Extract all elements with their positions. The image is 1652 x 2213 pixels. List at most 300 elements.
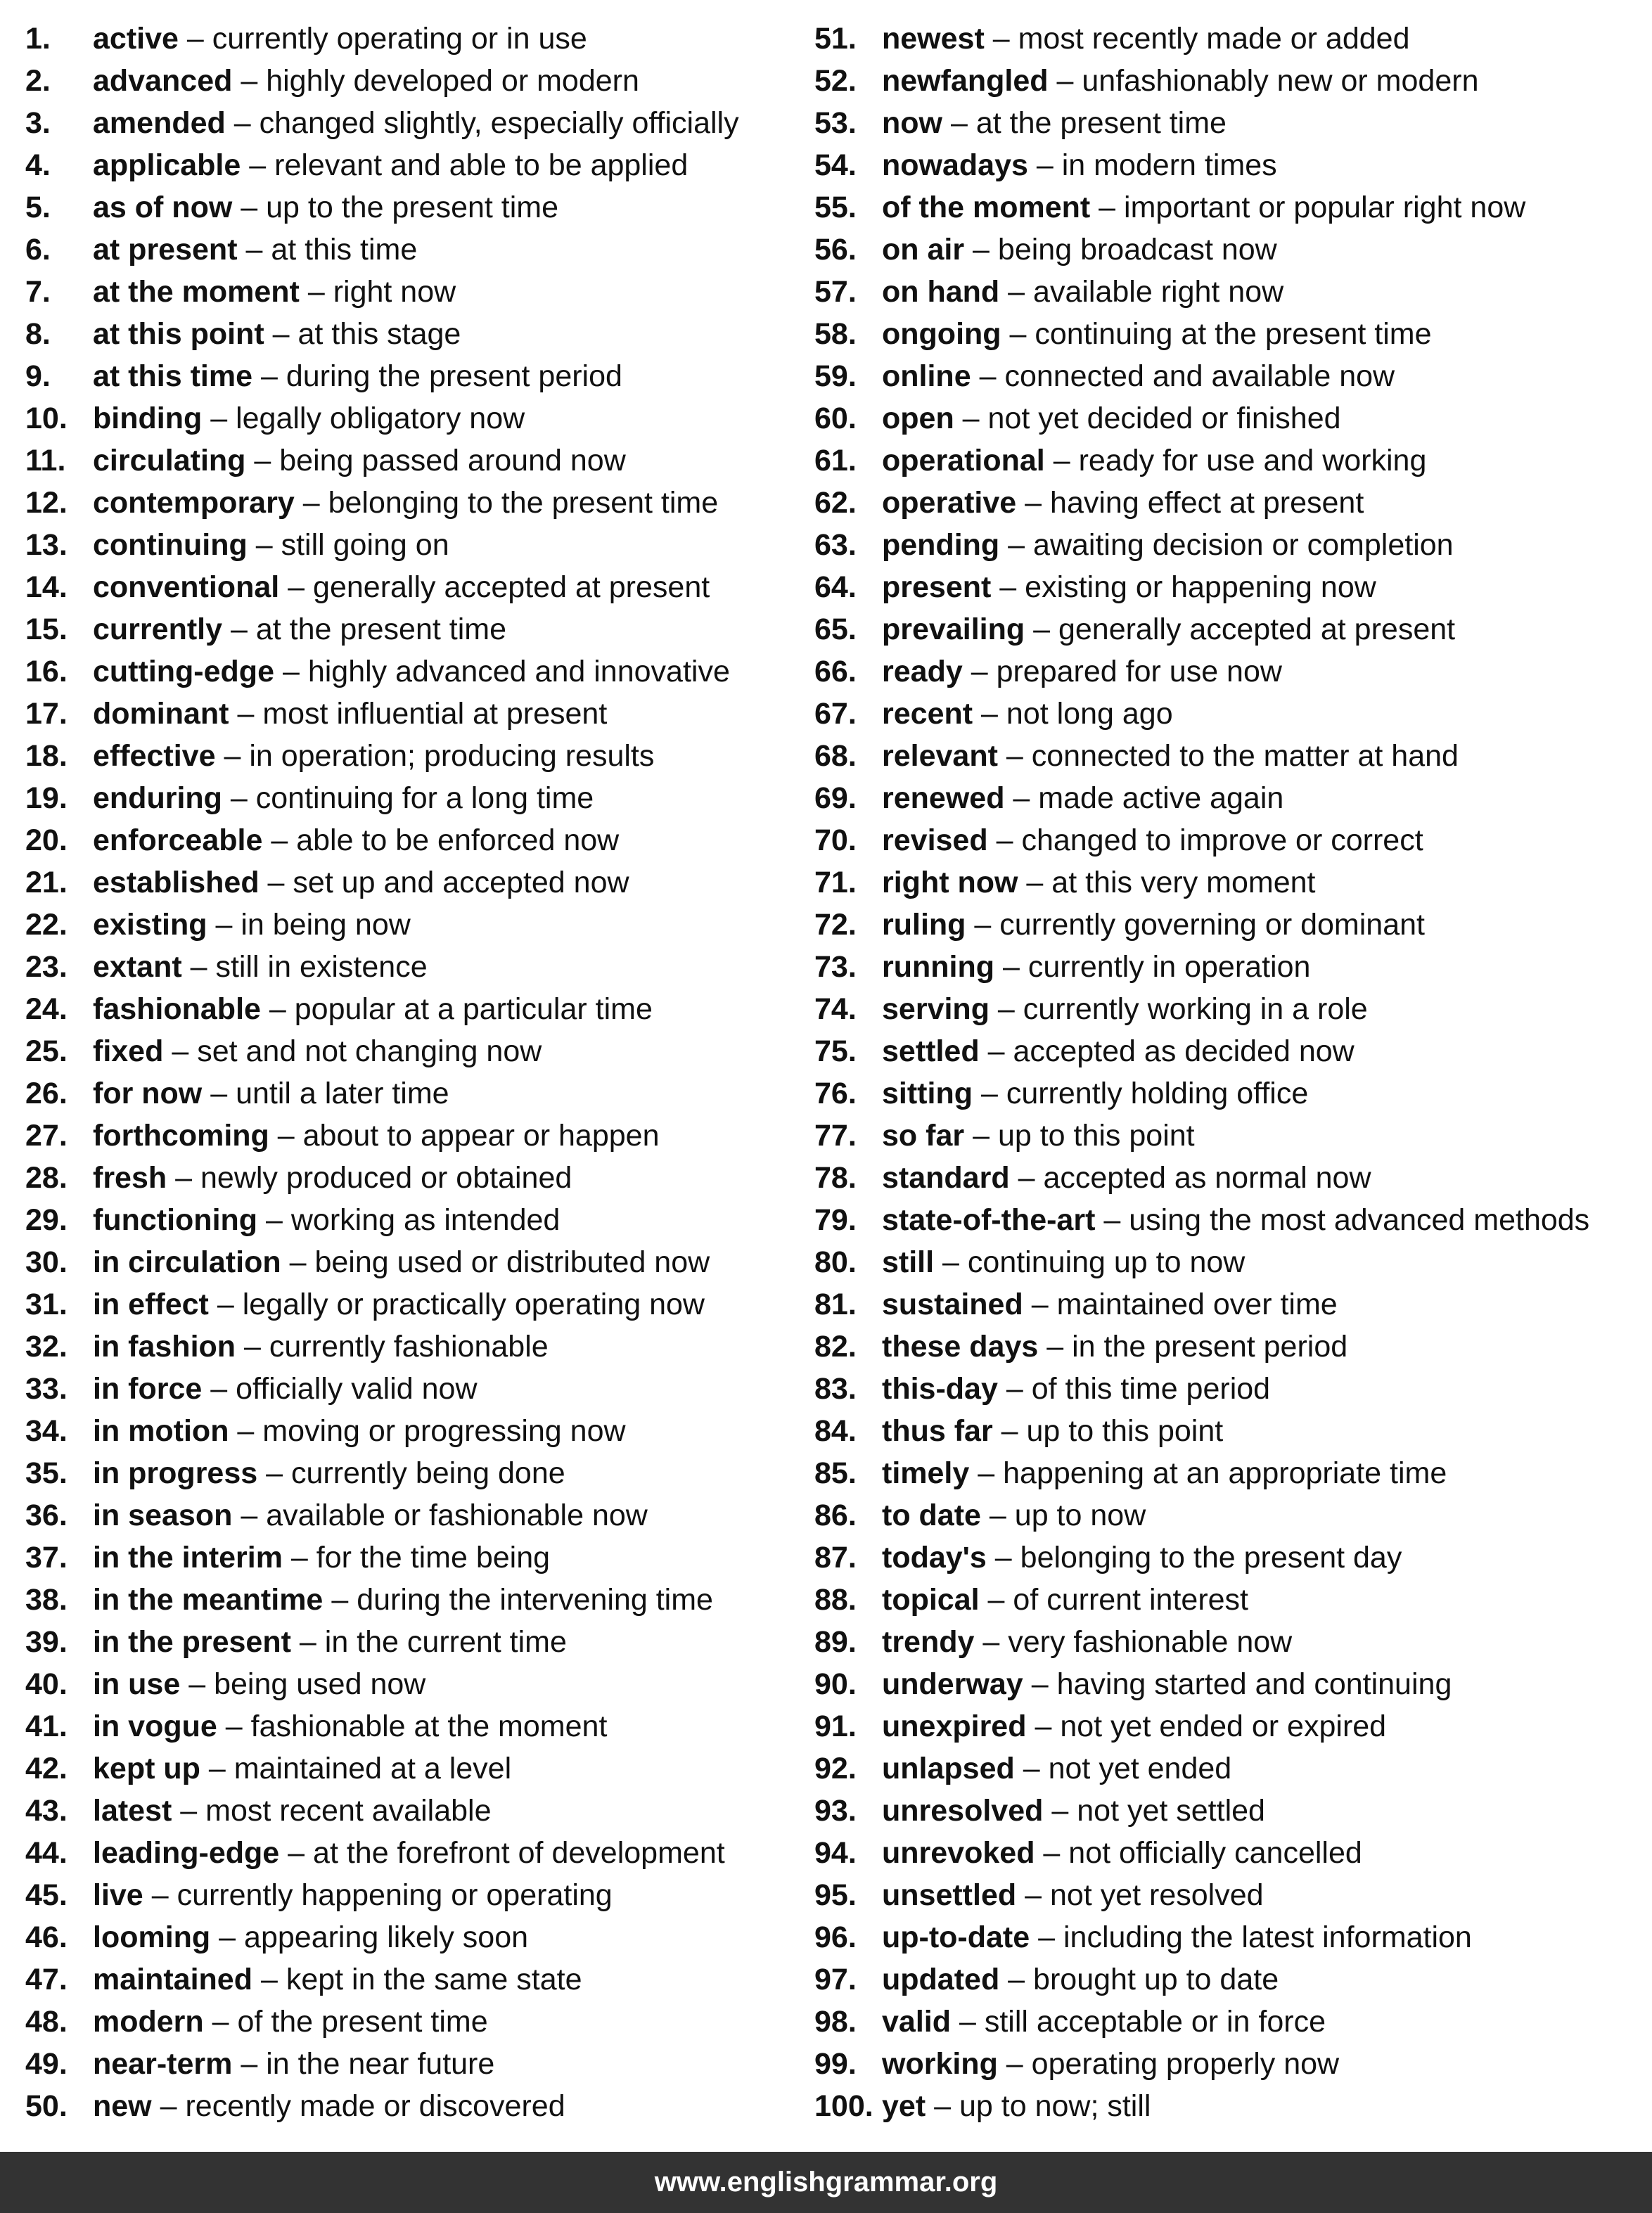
item-number: 75. <box>814 1034 857 1068</box>
item-separator: – <box>217 1288 234 1321</box>
item-word: unexpired <box>882 1710 1027 1743</box>
item-word: fixed <box>93 1034 164 1068</box>
item-number: 2. <box>25 64 51 98</box>
item-word: cutting-edge <box>93 655 274 688</box>
item-number: 72. <box>814 908 857 942</box>
item-separator: – <box>1031 1288 1049 1321</box>
list-item <box>25 102 813 144</box>
list-item <box>25 1790 813 1832</box>
list-item <box>814 144 1644 186</box>
list-item <box>25 1494 813 1537</box>
item-word: relevant <box>882 739 998 773</box>
item-separator: – <box>255 528 273 562</box>
item-definition: maintained over time <box>1056 1288 1338 1321</box>
item-number: 61. <box>814 444 857 477</box>
item-definition: in the current time <box>324 1625 567 1659</box>
item-number: 82. <box>814 1330 857 1364</box>
list-item <box>25 1072 813 1115</box>
item-word: thus far <box>882 1414 993 1448</box>
item-word: dominant <box>93 697 229 731</box>
item-definition: up to this point <box>997 1119 1195 1153</box>
item-number: 90. <box>814 1667 857 1701</box>
item-word: underway <box>882 1667 1023 1701</box>
item-separator: – <box>987 1583 1005 1617</box>
item-word: on air <box>882 233 965 267</box>
item-word: trendy <box>882 1625 975 1659</box>
item-word: kept up <box>93 1752 200 1785</box>
item-definition: being used or distributed now <box>314 1245 710 1279</box>
list-item <box>814 2043 1644 2085</box>
item-separator: – <box>973 1119 990 1153</box>
item-separator: – <box>981 697 998 731</box>
item-number: 4. <box>25 148 51 182</box>
item-word: prevailing <box>882 612 1025 646</box>
item-separator: – <box>1036 148 1054 182</box>
list-item <box>814 566 1644 608</box>
item-word: up-to-date <box>882 1920 1030 1954</box>
item-definition: legally or practically operating now <box>242 1288 705 1321</box>
item-number: 35. <box>25 1456 68 1490</box>
item-number: 66. <box>814 655 857 688</box>
item-separator: – <box>210 1372 228 1406</box>
item-separator: – <box>288 570 305 604</box>
list-item <box>814 229 1644 271</box>
item-definition: changed to improve or correct <box>1021 823 1423 857</box>
item-word: operational <box>882 444 1045 477</box>
item-number: 42. <box>25 1752 68 1785</box>
item-word: for now <box>93 1077 203 1110</box>
item-separator: – <box>225 1710 243 1743</box>
item-number: 27. <box>25 1119 68 1153</box>
item-word: this-day <box>882 1372 998 1406</box>
item-number: 50. <box>25 2089 68 2123</box>
list-item <box>25 735 813 777</box>
item-definition: not yet decided or finished <box>987 402 1341 435</box>
item-separator: – <box>210 402 228 435</box>
list-item <box>814 186 1644 229</box>
item-separator: – <box>1006 2047 1023 2081</box>
item-number: 98. <box>814 2005 857 2039</box>
item-definition: existing or happening now <box>1025 570 1376 604</box>
item-word: enforceable <box>93 823 263 857</box>
item-definition: still going on <box>281 528 449 562</box>
item-number: 40. <box>25 1667 68 1701</box>
item-separator: – <box>288 1836 305 1870</box>
item-word: newfangled <box>882 64 1049 98</box>
item-definition: most influential at present <box>262 697 608 731</box>
item-word: existing <box>93 908 207 942</box>
item-separator: – <box>978 1456 995 1490</box>
item-definition: belonging to the present time <box>328 486 719 520</box>
item-definition: highly developed or modern <box>266 64 639 98</box>
item-definition: still in existence <box>215 950 428 984</box>
list-item <box>25 524 813 566</box>
item-word: conventional <box>93 570 280 604</box>
item-separator: – <box>1008 1963 1025 1996</box>
item-number: 97. <box>814 1963 857 1996</box>
item-word: working <box>882 2047 998 2081</box>
item-definition: up to this point <box>1026 1414 1224 1448</box>
item-definition: at this time <box>271 233 418 267</box>
list-item <box>814 1115 1644 1157</box>
item-separator: – <box>1006 739 1023 773</box>
item-definition: for the time being <box>316 1541 551 1574</box>
item-separator: – <box>302 486 320 520</box>
item-separator: – <box>1046 1330 1064 1364</box>
item-separator: – <box>1038 1920 1056 1954</box>
footer-bar <box>0 2152 1652 2213</box>
item-word: applicable <box>93 148 241 182</box>
item-number: 83. <box>814 1372 857 1406</box>
list-item <box>814 1241 1644 1283</box>
item-number: 54. <box>814 148 857 182</box>
item-number: 45. <box>25 1878 68 1912</box>
item-definition: being passed around now <box>279 444 626 477</box>
item-separator: – <box>994 1541 1012 1574</box>
item-word: valid <box>882 2005 951 2039</box>
item-definition: having effect at present <box>1050 486 1364 520</box>
item-number: 18. <box>25 739 68 773</box>
item-separator: – <box>208 1752 226 1785</box>
item-definition: important or popular right now <box>1124 191 1526 224</box>
list-item <box>814 650 1644 693</box>
item-separator: – <box>1013 781 1030 815</box>
item-number: 3. <box>25 106 51 140</box>
item-word: near-term <box>93 2047 233 2081</box>
item-definition: until a later time <box>236 1077 449 1110</box>
item-word: unrevoked <box>882 1836 1035 1870</box>
list-item <box>814 1494 1644 1537</box>
item-separator: – <box>271 823 288 857</box>
item-separator: – <box>272 317 290 351</box>
item-definition: highly advanced and innovative <box>307 655 730 688</box>
item-number: 20. <box>25 823 68 857</box>
item-separator: – <box>1025 486 1042 520</box>
item-definition: not long ago <box>1006 697 1173 731</box>
item-number: 26. <box>25 1077 68 1110</box>
item-definition: not yet ended or expired <box>1060 1710 1387 1743</box>
list-item <box>814 1663 1644 1705</box>
item-separator: – <box>934 2089 952 2123</box>
list-item <box>814 1916 1644 1958</box>
list-item <box>25 1157 813 1199</box>
item-number: 36. <box>25 1499 68 1532</box>
item-definition: not officially cancelled <box>1068 1836 1362 1870</box>
item-separator: – <box>1008 275 1025 309</box>
item-number: 59. <box>814 359 857 393</box>
list-item <box>25 904 813 946</box>
item-word: ongoing <box>882 317 1001 351</box>
item-definition: in modern times <box>1061 148 1277 182</box>
item-definition: available right now <box>1033 275 1284 309</box>
item-number: 30. <box>25 1245 68 1279</box>
item-definition: appearing likely soon <box>244 1920 529 1954</box>
item-definition: most recently made or added <box>1018 22 1410 56</box>
item-number: 12. <box>25 486 68 520</box>
item-word: contemporary <box>93 486 295 520</box>
list-item <box>25 313 813 355</box>
item-word: right now <box>882 866 1018 899</box>
list-item <box>25 2085 813 2127</box>
item-word: at present <box>93 233 238 267</box>
item-word: pending <box>882 528 1000 562</box>
item-separator: – <box>277 1119 295 1153</box>
item-word: enduring <box>93 781 222 815</box>
item-word: ready <box>882 655 963 688</box>
item-separator: – <box>942 1245 959 1279</box>
item-separator: – <box>979 359 997 393</box>
item-number: 46. <box>25 1920 68 1954</box>
item-separator: – <box>1006 1372 1023 1406</box>
item-number: 95. <box>814 1878 857 1912</box>
item-definition: currently fashionable <box>269 1330 549 1364</box>
item-word: fresh <box>93 1161 167 1195</box>
item-definition: legally obligatory now <box>236 402 525 435</box>
item-word: active <box>93 22 179 56</box>
item-separator: – <box>160 2089 177 2123</box>
list-item <box>814 1326 1644 1368</box>
item-separator: – <box>1023 1752 1040 1785</box>
item-number: 74. <box>814 992 857 1026</box>
item-separator: – <box>186 22 204 56</box>
item-number: 51. <box>814 22 857 56</box>
item-definition: unfashionably new or modern <box>1082 64 1479 98</box>
item-number: 32. <box>25 1330 68 1364</box>
item-definition: made active again <box>1038 781 1284 815</box>
item-separator: – <box>230 781 248 815</box>
item-definition: prepared for use now <box>996 655 1282 688</box>
list-item <box>25 482 813 524</box>
item-word: standard <box>882 1161 1010 1195</box>
item-separator: – <box>289 1245 307 1279</box>
item-word: sustained <box>882 1288 1023 1321</box>
item-word: functioning <box>93 1203 258 1237</box>
list-item <box>25 1115 813 1157</box>
list-item <box>25 1241 813 1283</box>
item-separator: – <box>254 444 271 477</box>
item-separator: – <box>175 1161 193 1195</box>
item-word: timely <box>882 1456 970 1490</box>
item-word: in vogue <box>93 1710 217 1743</box>
item-word: leading-edge <box>93 1836 280 1870</box>
item-word: open <box>882 402 954 435</box>
item-separator: – <box>1051 1794 1069 1828</box>
item-separator: – <box>1043 1836 1061 1870</box>
item-number: 87. <box>814 1541 857 1574</box>
list-item <box>25 271 813 313</box>
list-item <box>814 102 1644 144</box>
list-item <box>25 608 813 650</box>
item-definition: not yet resolved <box>1049 1878 1264 1912</box>
item-definition: in operation; producing results <box>249 739 655 773</box>
item-number: 33. <box>25 1372 68 1406</box>
item-separator: – <box>190 950 207 984</box>
item-separator: – <box>269 992 286 1026</box>
item-separator: – <box>1008 528 1025 562</box>
item-number: 5. <box>25 191 51 224</box>
list-item <box>814 1157 1644 1199</box>
item-separator: – <box>245 233 263 267</box>
item-word: extant <box>93 950 182 984</box>
list-item <box>25 861 813 904</box>
item-word: in effect <box>93 1288 209 1321</box>
item-separator: – <box>1035 1710 1052 1743</box>
item-definition: generally accepted at present <box>1058 612 1456 646</box>
list-item <box>25 1199 813 1241</box>
footer-url[interactable]: www.englishgrammar.org <box>654 2167 998 2198</box>
item-number: 14. <box>25 570 68 604</box>
list-item <box>814 1621 1644 1663</box>
item-separator: – <box>180 1794 198 1828</box>
item-separator: – <box>210 1077 228 1110</box>
item-definition: popular at a particular time <box>294 992 653 1026</box>
item-definition: at this very moment <box>1051 866 1316 899</box>
item-definition: currently operating or in use <box>212 22 587 56</box>
item-definition: during the intervening time <box>357 1583 713 1617</box>
item-word: effective <box>93 739 216 773</box>
list-item <box>25 440 813 482</box>
list-item <box>25 1283 813 1326</box>
item-definition: newly produced or obtained <box>200 1161 572 1195</box>
item-separator: – <box>282 655 300 688</box>
item-word: updated <box>882 1963 1000 1996</box>
item-separator: – <box>224 739 241 773</box>
list-item <box>25 18 813 60</box>
item-word: in use <box>93 1667 181 1701</box>
item-separator: – <box>1001 1414 1018 1448</box>
item-separator: – <box>172 1034 189 1068</box>
list-item <box>25 1621 813 1663</box>
item-number: 64. <box>814 570 857 604</box>
list-item <box>25 186 813 229</box>
list-item <box>25 144 813 186</box>
list-item <box>25 1326 813 1368</box>
list-item <box>814 1030 1644 1072</box>
item-word: in the interim <box>93 1541 283 1574</box>
item-definition: connected and available now <box>1004 359 1395 393</box>
item-number: 24. <box>25 992 68 1026</box>
item-separator: – <box>266 1203 283 1237</box>
item-definition: fashionable at the moment <box>250 1710 608 1743</box>
item-definition: currently working in a role <box>1023 992 1368 1026</box>
list-item <box>25 1368 813 1410</box>
list-item <box>25 229 813 271</box>
item-definition: using the most advanced methods <box>1129 1203 1590 1237</box>
item-definition: officially valid now <box>236 1372 478 1406</box>
item-word: in progress <box>93 1456 258 1490</box>
item-word: unresolved <box>882 1794 1044 1828</box>
list-item <box>25 1916 813 1958</box>
item-number: 91. <box>814 1710 857 1743</box>
list-item <box>814 524 1644 566</box>
item-number: 67. <box>814 697 857 731</box>
item-definition: being used now <box>214 1667 426 1701</box>
list-item <box>25 1579 813 1621</box>
item-separator: – <box>267 866 285 899</box>
item-separator: – <box>1018 1161 1035 1195</box>
item-word: forthcoming <box>93 1119 269 1153</box>
list-item <box>25 1410 813 1452</box>
item-number: 93. <box>814 1794 857 1828</box>
list-item <box>814 904 1644 946</box>
item-word: at the moment <box>93 275 300 309</box>
item-definition: at the forefront of development <box>313 1836 725 1870</box>
list-item <box>814 1199 1644 1241</box>
item-word: continuing <box>93 528 248 562</box>
item-definition: during the present period <box>286 359 622 393</box>
list-item <box>25 1958 813 2001</box>
item-separator: – <box>233 106 251 140</box>
list-item <box>814 355 1644 397</box>
item-word: in season <box>93 1499 233 1532</box>
item-separator: – <box>237 1414 255 1448</box>
item-separator: – <box>331 1583 349 1617</box>
list-item <box>25 1874 813 1916</box>
item-word: these days <box>882 1330 1039 1364</box>
item-definition: continuing at the present time <box>1035 317 1432 351</box>
item-word: fashionable <box>93 992 261 1026</box>
item-definition: connected to the matter at hand <box>1031 739 1459 773</box>
item-word: in force <box>93 1372 203 1406</box>
item-definition: kept in the same state <box>286 1963 582 1996</box>
item-word: unsettled <box>882 1878 1017 1912</box>
item-separator: – <box>980 1077 998 1110</box>
item-definition: relevant and able to be applied <box>274 148 689 182</box>
item-number: 21. <box>25 866 68 899</box>
item-number: 56. <box>814 233 857 267</box>
item-separator: – <box>992 22 1010 56</box>
item-separator: – <box>989 1499 1006 1532</box>
item-definition: having started and continuing <box>1056 1667 1452 1701</box>
item-separator: – <box>950 106 968 140</box>
list-item <box>814 1452 1644 1494</box>
item-separator: – <box>266 1456 283 1490</box>
item-separator: – <box>299 1625 316 1659</box>
item-word: in the meantime <box>93 1583 324 1617</box>
item-definition: not yet settled <box>1077 1794 1265 1828</box>
item-separator: – <box>1056 64 1074 98</box>
item-number: 85. <box>814 1456 857 1490</box>
item-separator: – <box>249 148 267 182</box>
item-number: 19. <box>25 781 68 815</box>
item-word: so far <box>882 1119 965 1153</box>
item-separator: – <box>188 1667 206 1701</box>
item-separator: – <box>241 2047 258 2081</box>
item-definition: of this time period <box>1031 1372 1271 1406</box>
item-word: today's <box>882 1541 987 1574</box>
item-word: present <box>882 570 992 604</box>
item-word: unlapsed <box>882 1752 1015 1785</box>
item-separator: – <box>260 1963 278 1996</box>
item-number: 25. <box>25 1034 68 1068</box>
list-item <box>814 777 1644 819</box>
item-separator: – <box>1033 612 1050 646</box>
item-definition: at the present time <box>255 612 506 646</box>
list-item <box>814 946 1644 988</box>
item-word: to date <box>882 1499 981 1532</box>
item-definition: changed slightly, especially officially <box>259 106 739 140</box>
item-number: 16. <box>25 655 68 688</box>
item-number: 13. <box>25 528 68 562</box>
item-word: sitting <box>882 1077 973 1110</box>
item-definition: maintained at a level <box>233 1752 512 1785</box>
item-separator: – <box>1002 950 1020 984</box>
item-word: in motion <box>93 1414 229 1448</box>
item-definition: at the present time <box>975 106 1227 140</box>
item-word: now <box>882 106 942 140</box>
item-separator: – <box>996 823 1013 857</box>
item-number: 39. <box>25 1625 68 1659</box>
